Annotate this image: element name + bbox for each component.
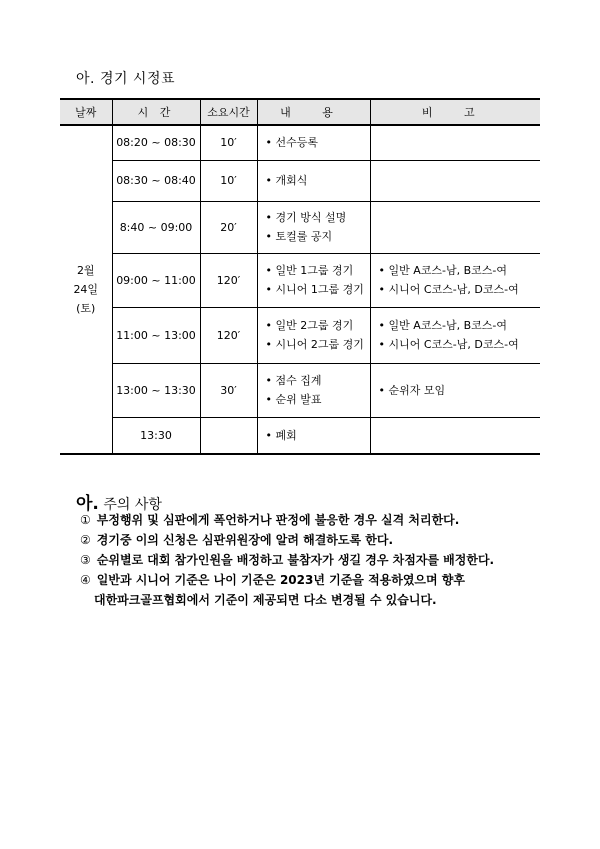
item-number: ② (80, 533, 91, 547)
note-cell (370, 125, 540, 160)
table-row (60, 363, 540, 417)
note-line: • 시니어 C코스-남, D코스-여 (378, 338, 519, 351)
note-cell (370, 201, 540, 253)
content-line: • 경기 방식 설명 (265, 211, 347, 224)
time-cell: 13:30 (112, 417, 200, 454)
content-line: • 폐회 (265, 428, 297, 442)
list-item (80, 570, 494, 590)
content-line: • 점수 집계 (265, 374, 322, 387)
header-duration: 소요시간 (200, 99, 257, 125)
notes-list (80, 510, 494, 610)
time-cell: 11:00 ~ 13:00 (112, 307, 200, 363)
list-item-continuation (80, 590, 494, 610)
note-line: • 일반 A코스-남, B코스-여 (378, 264, 507, 277)
content-cell (257, 417, 370, 454)
content-line: • 순위 발표 (265, 393, 322, 406)
table-row (60, 160, 540, 201)
time-cell: 09:00 ~ 11:00 (112, 253, 200, 307)
content-line: • 개회식 (265, 174, 308, 187)
content-line: • 토컬룰 공지 (265, 230, 333, 243)
item-number: ① (80, 513, 91, 527)
duration-cell: 120′ (200, 307, 257, 363)
content-line: • 선수등록 (265, 136, 318, 150)
item-text: 일반과 시니어 기준은 나이 기준은 2023년 기준을 적용하였으며 향후 (96, 573, 465, 587)
list-item (80, 550, 494, 570)
content-line: • 일반 1그룹 경기 (265, 264, 354, 277)
content-cell (257, 160, 370, 201)
time-cell: 8:40 ~ 09:00 (112, 201, 200, 253)
schedule-section-title (76, 68, 175, 88)
item-text: 경기중 이의 신청은 심판위원장에 알려 해결하도록 한다. (96, 533, 394, 547)
header-time: 시 간 (112, 99, 200, 125)
table-row (60, 253, 540, 307)
content-cell (257, 307, 370, 363)
duration-cell (200, 417, 257, 454)
list-item (80, 510, 494, 530)
note-cell (370, 417, 540, 454)
section-marker: 아. (76, 71, 95, 87)
date-weekday: (토) (76, 302, 96, 315)
list-item (80, 530, 494, 550)
item-number: ④ (80, 573, 91, 587)
item-text: 순위별로 대회 참가인원을 배정하고 불참자가 생길 경우 차점자를 배정한다. (96, 553, 495, 567)
date-cell (60, 125, 112, 454)
time-cell: 08:30 ~ 08:40 (112, 160, 200, 201)
duration-cell: 10′ (200, 160, 257, 201)
table-row (60, 125, 540, 160)
note-cell (370, 363, 540, 417)
time-cell: 13:00 ~ 13:30 (112, 363, 200, 417)
date-month: 2월 (76, 264, 95, 277)
table-row (60, 201, 540, 253)
duration-cell: 10′ (200, 125, 257, 160)
content-cell (257, 125, 370, 160)
item-number: ③ (80, 553, 91, 567)
item-text: 대한파크골프협회에서 기준이 제공되면 다소 변경될 수 있습니다. (94, 593, 437, 607)
content-line: • 일반 2그룹 경기 (265, 319, 354, 332)
header-content: 내 용 (257, 99, 370, 125)
note-cell (370, 307, 540, 363)
table-header-row (60, 99, 540, 125)
note-line: • 시니어 C코스-남, D코스-여 (378, 283, 519, 296)
item-text: 부정행위 및 심판에게 폭언하거나 판정에 불응한 경우 실격 처리한다. (96, 513, 460, 527)
note-line: • 일반 A코스-남, B코스-여 (378, 319, 507, 332)
section-marker: 아. (76, 494, 99, 514)
note-line: • 순위자 모임 (378, 383, 446, 397)
content-cell (257, 253, 370, 307)
note-cell (370, 160, 540, 201)
content-cell (257, 363, 370, 417)
duration-cell: 30′ (200, 363, 257, 417)
content-cell (257, 201, 370, 253)
time-cell: 08:20 ~ 08:30 (112, 125, 200, 160)
section-title-text: 주의 사항 (103, 497, 162, 513)
content-line: • 시니어 2그룹 경기 (265, 338, 364, 351)
section-title-text: 경기 시정표 (99, 71, 176, 87)
table-row (60, 417, 540, 454)
header-date: 날짜 (60, 99, 112, 125)
duration-cell: 120′ (200, 253, 257, 307)
note-cell (370, 253, 540, 307)
header-note: 비 고 (370, 99, 540, 125)
duration-cell: 20′ (200, 201, 257, 253)
schedule-table (60, 98, 540, 455)
content-line: • 시니어 1그룹 경기 (265, 283, 364, 296)
date-day: 24일 (73, 283, 99, 296)
table-row (60, 307, 540, 363)
